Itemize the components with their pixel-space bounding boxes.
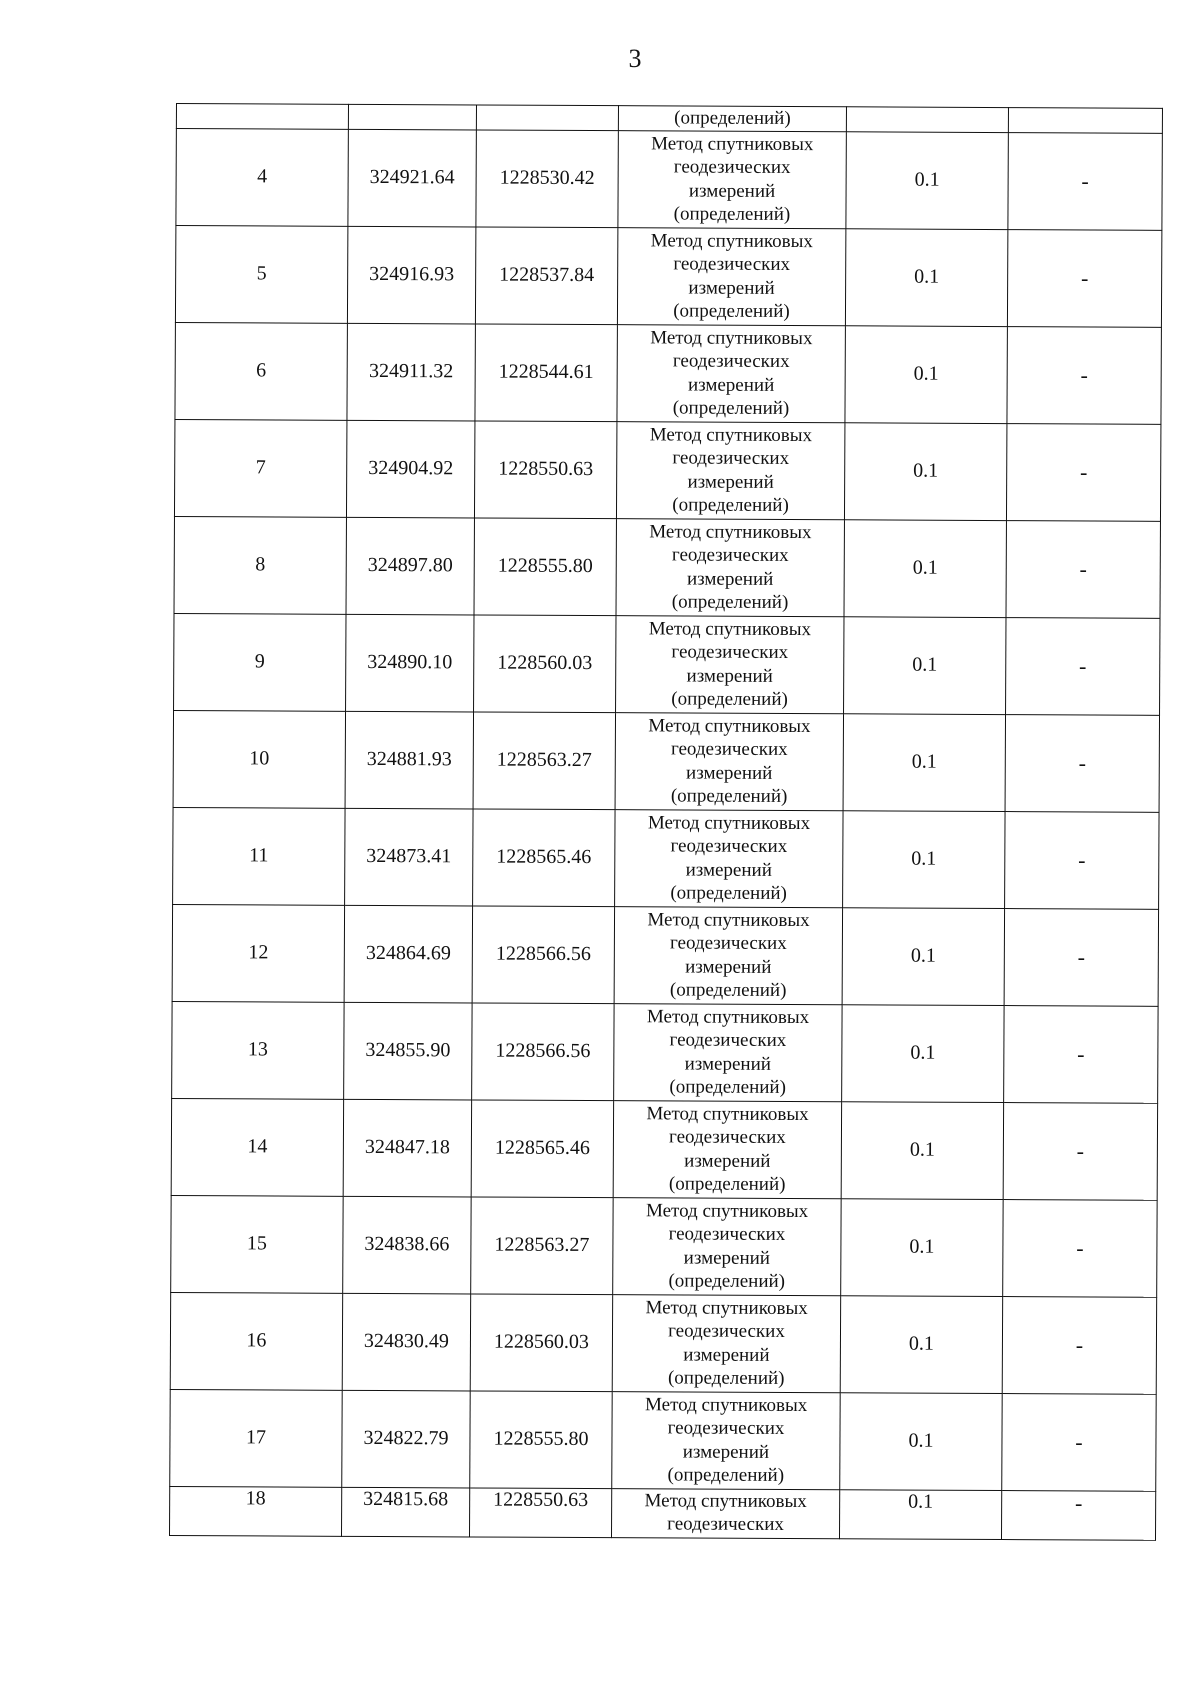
cell-note: - <box>1006 423 1160 521</box>
cell-y: 1228537.84 <box>475 226 617 324</box>
method-line: Метод спутниковых <box>648 714 811 737</box>
method-line: измерений <box>686 568 774 590</box>
method-line: (определений) <box>669 979 787 1001</box>
cell-method <box>615 809 843 907</box>
cell-num: 5 <box>175 225 347 323</box>
method-line: Метод спутниковых <box>646 1102 809 1125</box>
cell-y: 1228560.03 <box>474 614 616 712</box>
cell-accuracy: 0.1 <box>843 810 1005 908</box>
cell-num: 15 <box>171 1195 343 1293</box>
cell-y: 1228563.27 <box>473 711 615 809</box>
method-line: (определений) <box>667 1464 785 1486</box>
method-line: измерений <box>684 1149 771 1172</box>
table-row <box>175 322 1161 424</box>
cell-y: 1228566.56 <box>472 905 614 1003</box>
method-line: геодезических <box>670 835 788 857</box>
table-row <box>171 1098 1157 1200</box>
method-line: геодезических <box>667 1513 784 1535</box>
method-line: Метод спутниковых <box>646 1005 810 1028</box>
method-line: геодезических <box>671 544 789 566</box>
cell-x: 324847.18 <box>343 1099 471 1197</box>
coordinates-sheet <box>169 103 1162 1540</box>
cell-num: 10 <box>173 710 345 808</box>
cell-y: 1228566.56 <box>472 1002 614 1100</box>
cell-method <box>618 130 846 228</box>
method-line: (определений) <box>673 300 790 323</box>
cell-note: - <box>1004 908 1158 1006</box>
method-line: измерений <box>683 1246 771 1269</box>
method-line: геодезических <box>669 932 787 954</box>
cell-x: 324855.90 <box>344 1002 472 1100</box>
method-line: (определений) <box>668 1173 786 1195</box>
cell-y <box>476 105 618 130</box>
method-line: геодезических <box>671 641 789 663</box>
cell-note: - <box>1006 617 1160 715</box>
cell-accuracy: 0.1 <box>844 616 1006 714</box>
cell-y: 1228565.46 <box>471 1099 613 1197</box>
cell-x: 324838.66 <box>343 1196 471 1294</box>
table-row <box>171 1195 1157 1297</box>
cell-x: 324904.92 <box>346 420 474 518</box>
table-row <box>175 225 1161 327</box>
cell-x: 324921.64 <box>348 129 476 227</box>
method-line: геодезических <box>670 738 788 760</box>
cell-accuracy: 0.1 <box>841 1198 1003 1296</box>
cell-note: - <box>1005 714 1159 812</box>
cell-method <box>617 227 845 325</box>
method-line: геодезических <box>672 350 790 373</box>
cell-x: 324897.80 <box>346 517 474 615</box>
cell-y: 1228544.61 <box>475 323 617 421</box>
cell-y: 1228563.27 <box>471 1196 613 1294</box>
cell-x: 324881.93 <box>345 711 473 809</box>
cell-note: - <box>1002 1393 1156 1491</box>
method-line: Метод спутниковых <box>648 617 812 640</box>
cell-note: - <box>1007 229 1161 327</box>
cell-num: 6 <box>175 322 347 420</box>
method-line: Метод спутниковых <box>649 423 813 446</box>
method-line: Метод спутниковых <box>645 1296 808 1319</box>
cell-accuracy: 0.1 <box>844 519 1006 617</box>
table-row <box>176 128 1162 230</box>
cell-x: 324911.32 <box>347 323 475 421</box>
method-line: геодезических <box>673 156 791 179</box>
cell-accuracy: 0.1 <box>839 1489 1001 1539</box>
cell-accuracy: 0.1 <box>840 1295 1002 1393</box>
method-line: (определений) <box>672 397 790 420</box>
method-line: Метод спутниковых <box>644 1489 807 1512</box>
cell-accuracy: 0.1 <box>841 1101 1003 1199</box>
method-line: измерений <box>685 955 772 978</box>
cell-num: 12 <box>172 904 344 1002</box>
cell-y: 1228530.42 <box>476 129 618 227</box>
method-line: измерений <box>687 374 775 396</box>
cell-method: (определений) <box>618 106 846 132</box>
cell-y: 1228550.63 <box>469 1487 611 1537</box>
cell-accuracy: 0.1 <box>845 228 1007 326</box>
method-line: измерений <box>684 1052 772 1075</box>
cell-num: 9 <box>174 613 346 711</box>
cell-accuracy: 0.1 <box>845 325 1007 423</box>
cell-note: - <box>1003 1199 1157 1297</box>
cell-method <box>612 1391 840 1489</box>
cell-note <box>1008 108 1162 133</box>
cell-method <box>613 1100 841 1198</box>
cell-x: 324822.79 <box>342 1390 470 1488</box>
cell-method <box>616 421 844 519</box>
cell-num: 11 <box>173 807 345 905</box>
cell-x: 324830.49 <box>342 1293 470 1391</box>
cell-note: - <box>1006 520 1160 618</box>
method-line: (определений) <box>672 494 789 516</box>
cell-num <box>176 104 348 129</box>
cell-accuracy: 0.1 <box>844 422 1006 520</box>
method-line: (определений) <box>671 591 789 613</box>
table-row <box>170 1292 1156 1394</box>
cell-num: 18 <box>170 1486 342 1536</box>
method-line: (определений) <box>673 203 791 226</box>
table-row <box>174 613 1160 715</box>
method-line: измерений <box>685 858 772 881</box>
cell-accuracy: 0.1 <box>842 907 1004 1005</box>
cell-note: - <box>1007 326 1161 424</box>
cell-x: 324864.69 <box>344 905 472 1003</box>
cell-y: 1228555.80 <box>474 517 616 615</box>
cell-accuracy: 0.1 <box>846 131 1008 229</box>
cell-method <box>616 615 844 713</box>
method-line: Метод спутниковых <box>650 326 813 349</box>
method-line: измерений <box>688 277 775 299</box>
cell-note: - <box>1005 811 1159 909</box>
cell-num: 7 <box>174 419 346 517</box>
coordinates-table <box>169 103 1163 1540</box>
cell-method <box>617 324 845 422</box>
table-row <box>173 807 1159 909</box>
cell-num: 4 <box>176 128 348 226</box>
method-line: Метод спутниковых <box>647 811 811 834</box>
cell-y: 1228565.46 <box>473 808 615 906</box>
cell-method <box>612 1294 840 1392</box>
cell-num: 16 <box>170 1292 342 1390</box>
method-line: Метод спутниковых <box>651 132 814 155</box>
method-line: измерений <box>683 1343 770 1366</box>
cell-x: 324873.41 <box>345 808 473 906</box>
method-line: (определений) <box>671 688 788 710</box>
cell-note: - <box>1003 1102 1157 1200</box>
cell-y: 1228555.80 <box>470 1390 612 1488</box>
cell-accuracy <box>846 107 1008 132</box>
method-line: измерений <box>686 762 773 784</box>
method-line: (определений) <box>670 882 787 904</box>
cell-num: 8 <box>174 516 346 614</box>
method-line: геодезических <box>669 1126 786 1148</box>
method-line: измерений <box>682 1440 770 1463</box>
cell-method <box>614 906 842 1004</box>
cell-x: 324815.68 <box>341 1487 469 1537</box>
method-line: измерений <box>687 471 774 493</box>
method-line: Метод спутниковых <box>647 908 810 931</box>
cell-accuracy: 0.1 <box>840 1392 1002 1490</box>
cell-note: - <box>1002 1296 1156 1394</box>
cell-accuracy: 0.1 <box>843 713 1005 811</box>
cell-num: 13 <box>172 1001 344 1099</box>
cell-note: - <box>1008 132 1162 230</box>
cell-x: 324916.93 <box>347 226 475 324</box>
table-row <box>170 1486 1156 1540</box>
cell-accuracy: 0.1 <box>842 1004 1004 1102</box>
method-line: геодезических <box>672 447 790 470</box>
method-line: геодезических <box>669 1029 787 1051</box>
cell-x <box>348 104 476 129</box>
method-line: измерений <box>686 665 773 687</box>
cell-note: - <box>1004 1005 1158 1103</box>
cell-y: 1228550.63 <box>474 420 616 518</box>
cell-method <box>611 1488 839 1538</box>
table-row <box>174 516 1160 618</box>
method-line: геодезических <box>668 1320 785 1342</box>
table-row <box>173 710 1159 812</box>
method-line: (определений) <box>667 1367 785 1389</box>
cell-method <box>615 712 843 810</box>
table-row <box>170 1389 1156 1491</box>
cell-note: - <box>1001 1490 1155 1540</box>
cell-y: 1228560.03 <box>470 1293 612 1391</box>
cell-method <box>616 518 844 616</box>
method-line: (определений) <box>670 785 788 807</box>
cell-num: 14 <box>171 1098 343 1196</box>
table-row <box>174 419 1160 521</box>
method-line: геодезических <box>673 253 791 276</box>
method-line: геодезических <box>667 1417 785 1439</box>
method-line: геодезических <box>668 1223 786 1245</box>
method-line: Метод спутниковых <box>649 520 812 543</box>
cell-method <box>614 1003 842 1101</box>
cell-x: 324890.10 <box>346 614 474 712</box>
cell-num: 17 <box>170 1389 342 1487</box>
method-line: Метод спутниковых <box>650 229 814 252</box>
page-number: 3 <box>628 44 642 73</box>
method-line: Метод спутниковых <box>645 1199 809 1222</box>
cell-method <box>613 1197 841 1295</box>
method-line: Метод спутниковых <box>644 1393 808 1416</box>
method-line: измерений <box>688 180 776 202</box>
table-row <box>172 904 1158 1006</box>
method-line: (определений) <box>668 1270 786 1292</box>
method-line: (определений) <box>669 1076 787 1098</box>
table-row <box>172 1001 1158 1103</box>
